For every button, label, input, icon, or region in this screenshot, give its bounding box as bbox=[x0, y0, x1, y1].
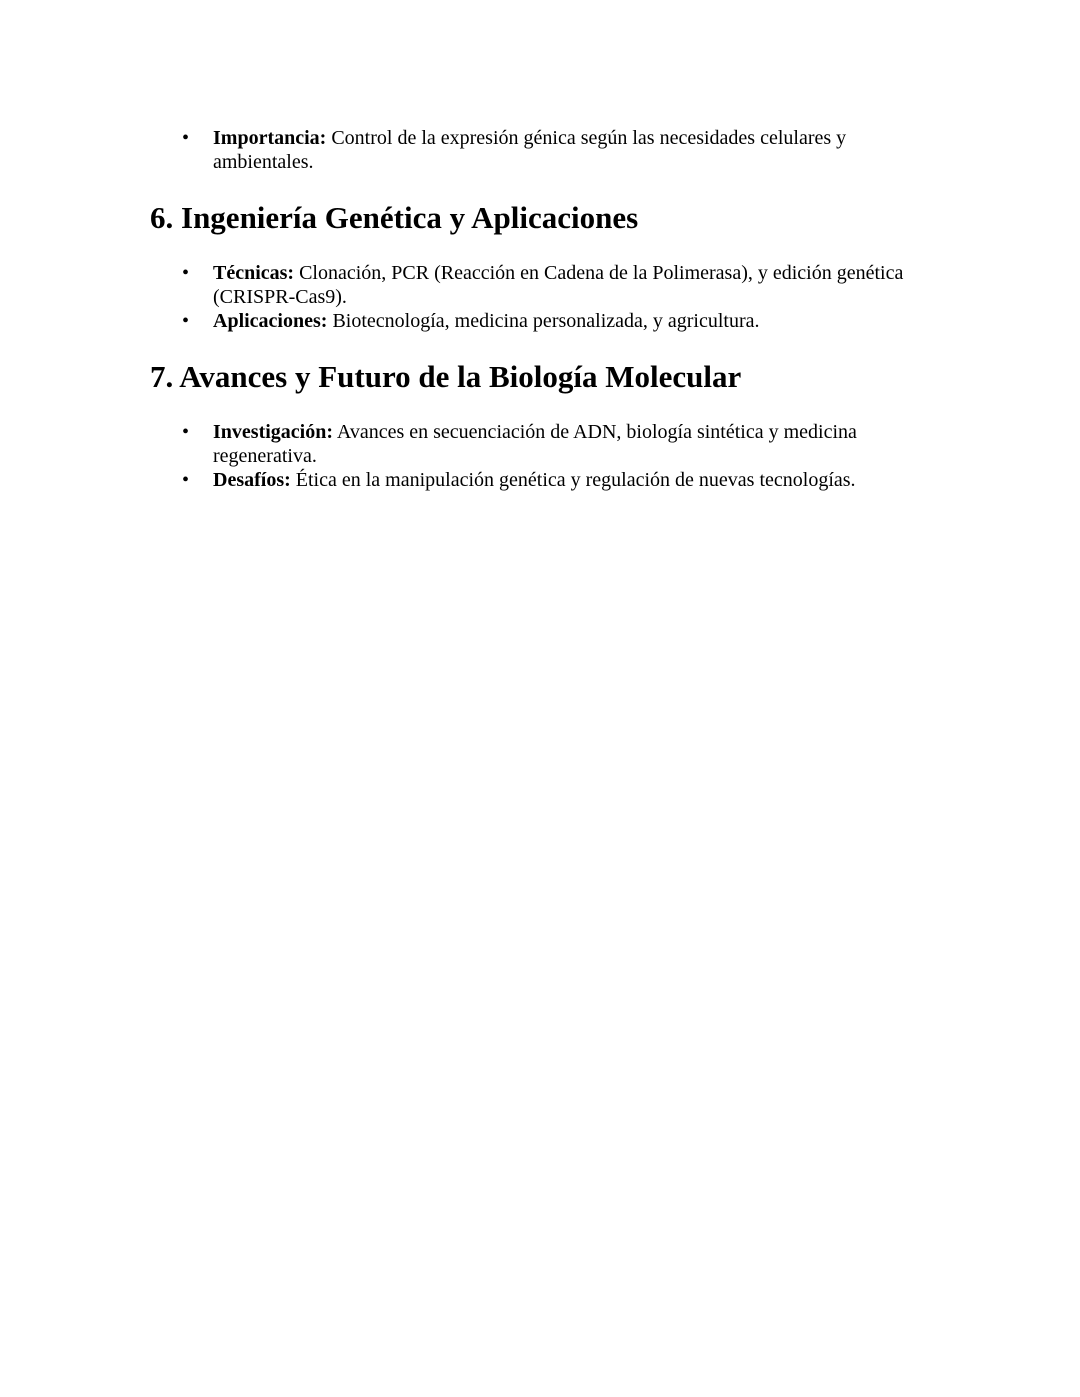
item-text: Ética en la manipulación genética y regulación de nuevas tecnologías. bbox=[290, 469, 856, 491]
item-text: Clonación, PCR (Reacción en Cadena de la Polimerasa), y edición genética (CRISPR-Cas9). bbox=[213, 262, 904, 308]
bullet-icon: • bbox=[182, 262, 190, 284]
item-label: Técnicas: bbox=[213, 262, 295, 284]
list-item bbox=[0, 309, 933, 333]
bullet-icon: • bbox=[182, 310, 190, 332]
intro-bullet-list bbox=[0, 126, 1080, 174]
item-text: Biotecnología, medicina personalizada, y agricultura. bbox=[327, 310, 760, 332]
item-text: Control de la expresión génica según las necesidades celulares y ambientales. bbox=[213, 127, 847, 173]
section-bullet-list bbox=[0, 420, 1080, 492]
item-label: Investigación: bbox=[213, 421, 333, 443]
section-bullet-list bbox=[0, 261, 1080, 333]
item-label: Aplicaciones: bbox=[213, 310, 328, 332]
list-item bbox=[0, 261, 933, 309]
bullet-icon: • bbox=[182, 127, 190, 149]
item-label: Desafíos: bbox=[213, 469, 291, 491]
item-label: Importancia: bbox=[213, 127, 327, 149]
item-text: Avances en secuenciación de ADN, biología sintética y medicina regenerativa. bbox=[213, 421, 857, 467]
section-heading: 6. Ingeniería Genética y Aplicaciones bbox=[150, 200, 639, 235]
list-item bbox=[0, 126, 933, 174]
bullet-icon: • bbox=[182, 469, 190, 491]
section-heading: 7. Avances y Futuro de la Biología Molecular bbox=[150, 359, 742, 394]
list-item bbox=[0, 468, 933, 492]
list-item bbox=[0, 420, 933, 468]
bullet-icon: • bbox=[182, 421, 190, 443]
